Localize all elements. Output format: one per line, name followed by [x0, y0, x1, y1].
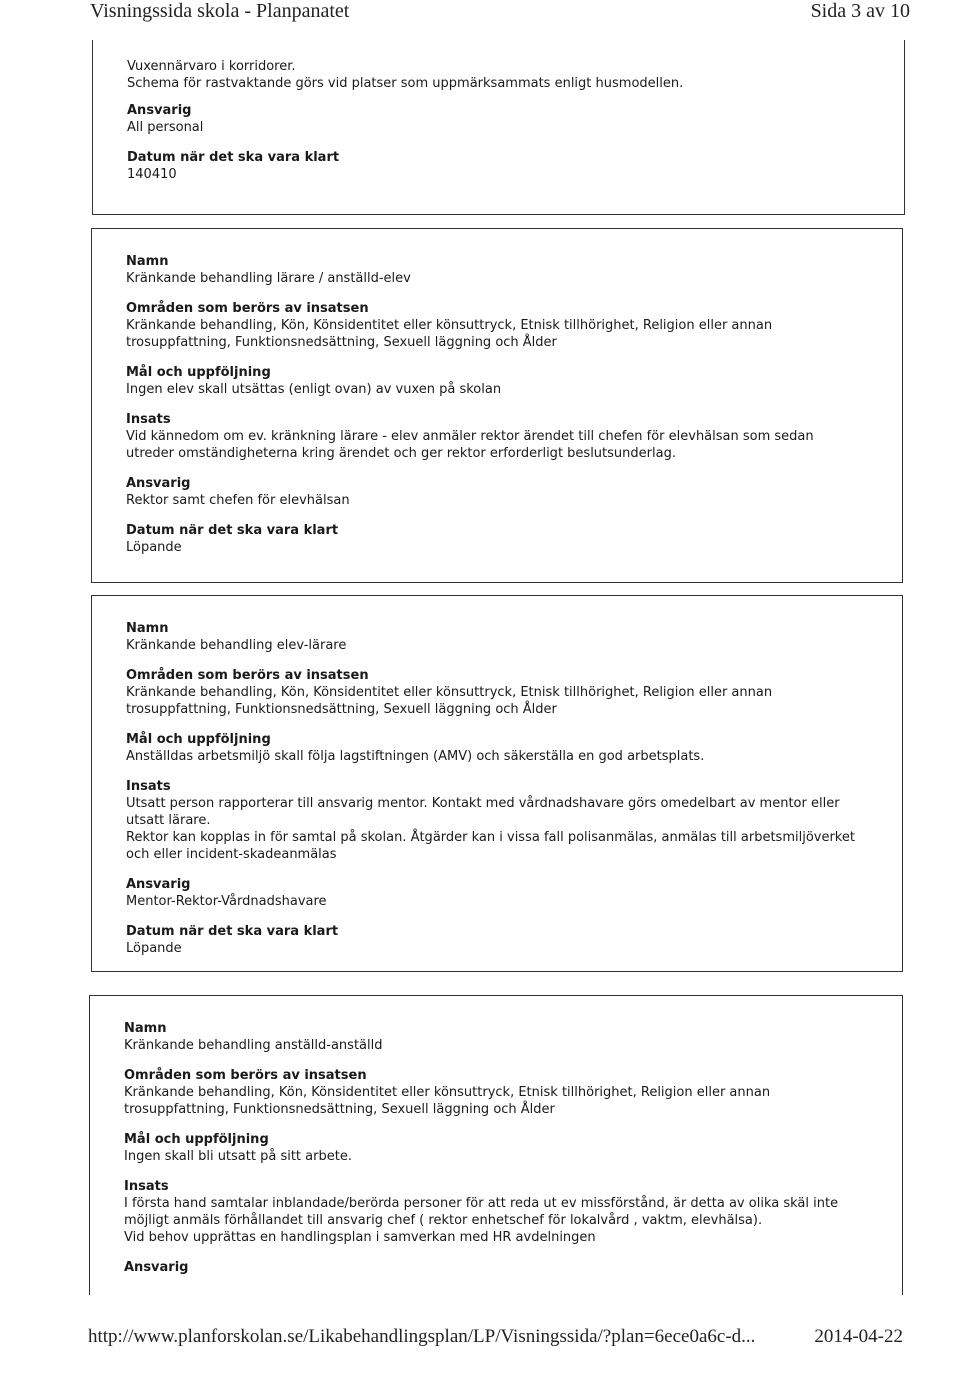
insats-value: Rektor kan kopplas in för samtal på skolan. Åtgärder kan i vissa fall polisanmälas, anmälas till arbetsmiljöverket och eller incident-skadeanmälas [126, 830, 855, 862]
namn-value: Kränkande behandling anställd-anställd [124, 1038, 383, 1053]
mal-value: Anställdas arbetsmiljö skall följa lagstiftningen (AMV) och säkerställa en god arbetsplats. [126, 749, 705, 764]
mal-value: Ingen elev skall utsättas (enligt ovan) av vuxen på skolan [126, 382, 502, 397]
namn-value: Kränkande behandling lärare / anställd-elev [126, 271, 411, 286]
datum-label: Datum när det ska vara klart [126, 523, 339, 538]
ansvarig-value: Mentor-Rektor-Vårdnadshavare [126, 894, 327, 909]
plan-item-box [91, 595, 903, 972]
mal-label: Mål och uppföljning [126, 732, 271, 747]
datum-value: Löpande [126, 941, 182, 956]
ansvarig-value: Rektor samt chefen för elevhälsan [126, 493, 350, 508]
plan-item-box-continued [92, 40, 905, 215]
namn-label: Namn [124, 1021, 167, 1036]
omraden-label: Områden som berörs av insatsen [126, 301, 369, 316]
ansvarig-label: Ansvarig [126, 476, 191, 491]
print-date: 2014-04-22 [814, 1326, 903, 1347]
omraden-value: Kränkande behandling, Kön, Könsidentitet eller könsuttryck, Etnisk tillhörighet, Religion eller annan trosuppfattning, Funktionsnedsättning, Sexuell läggning och Ålder [126, 685, 773, 717]
omraden-label: Områden som berörs av insatsen [126, 668, 369, 683]
datum-value: Löpande [126, 540, 182, 555]
namn-value: Kränkande behandling elev-lärare [126, 638, 347, 653]
insats-label: Insats [124, 1179, 169, 1194]
mal-value: Ingen skall bli utsatt på sitt arbete. [124, 1149, 352, 1164]
namn-label: Namn [126, 254, 169, 269]
page-number: Sida 3 av 10 [810, 0, 910, 22]
omraden-label: Områden som berörs av insatsen [124, 1068, 367, 1083]
page-url[interactable]: http://www.planforskolan.se/Likabehandlingsplan/LP/Visningssida/?plan=6ece0a6c-d... [88, 1326, 756, 1347]
namn-label: Namn [126, 621, 169, 636]
ansvarig-label: Ansvarig [124, 1260, 189, 1275]
datum-label: Datum när det ska vara klart [126, 924, 339, 939]
ansvarig-label: Ansvarig [127, 103, 192, 118]
insats-value: Vid kännedom om ev. kränkning lärare - elev anmäler rektor ärendet till chefen för elevhälsan som sedan utreder omständigheterna kring ärendet och ger rektor erforderligt beslutsunderlag. [126, 429, 814, 461]
insats-text-line: Vuxennärvaro i korridorer. [127, 59, 296, 74]
datum-label: Datum när det ska vara klart [127, 150, 340, 165]
mal-label: Mål och uppföljning [124, 1132, 269, 1147]
mal-label: Mål och uppföljning [126, 365, 271, 380]
datum-value: 140410 [127, 167, 177, 182]
ansvarig-label: Ansvarig [126, 877, 191, 892]
insats-label: Insats [126, 412, 171, 427]
insats-value: I första hand samtalar inblandade/berörda personer för att reda ut ev missförstånd, är detta av olika skäl inte möjligt anmäls förhållandet till ansvarig chef ( rektor enhetschef för lokalvård , vaktm, elevhälsa). [124, 1196, 839, 1228]
insats-value: Vid behov upprättas en handlingsplan i samverkan med HR avdelningen [124, 1230, 596, 1245]
ansvarig-value: All personal [127, 120, 204, 135]
plan-item-box [89, 995, 903, 1295]
page-header-title: Visningssida skola - Planpanatet [90, 0, 350, 22]
insats-label: Insats [126, 779, 171, 794]
insats-text-line: Schema för rastvaktande görs vid platser som uppmärksammats enligt husmodellen. [127, 76, 684, 91]
omraden-value: Kränkande behandling, Kön, Könsidentitet eller könsuttryck, Etnisk tillhörighet, Religion eller annan trosuppfattning, Funktionsnedsättning, Sexuell läggning och Ålder [126, 318, 773, 350]
omraden-value: Kränkande behandling, Kön, Könsidentitet eller könsuttryck, Etnisk tillhörighet, Religion eller annan trosuppfattning, Funktionsnedsättning, Sexuell läggning och Ålder [124, 1085, 771, 1117]
plan-item-box [91, 228, 903, 583]
insats-value: Utsatt person rapporterar till ansvarig mentor. Kontakt med vårdnadshavare görs omedelbart av mentor eller utsatt lärare. [126, 796, 840, 828]
